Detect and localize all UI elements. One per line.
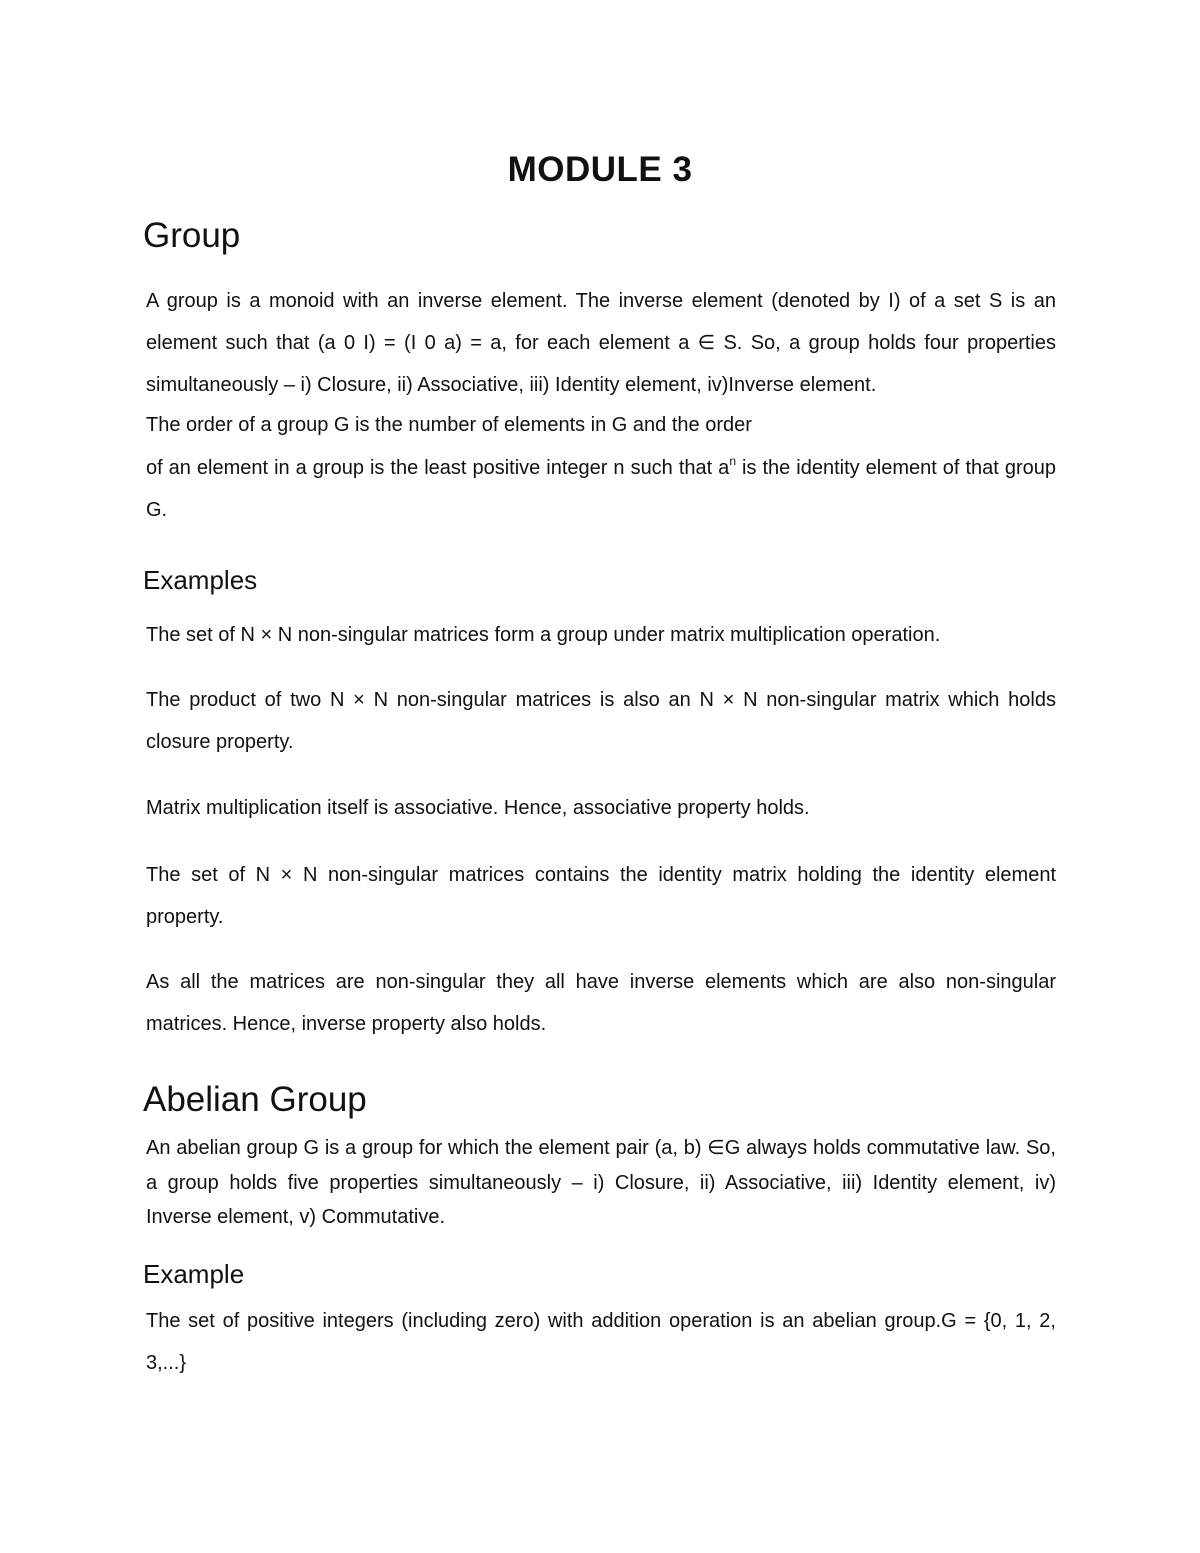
example-paragraph-5: As all the matrices are non-singular they all have inverse elements which are also non-singular matrices. Hence, inverse property also holds. — [146, 971, 1056, 1035]
heading-abelian-group: Abelian Group — [143, 1080, 367, 1119]
subheading-example: Example — [143, 1259, 245, 1289]
group-order-paragraph: The order of a group G is the number of elements in G and the order — [146, 414, 752, 436]
element-order-text-start: of an element in a group is the least positive integer n such that a — [146, 457, 730, 479]
example-paragraph-1: The set of N × N non-singular matrices form a group under matrix multiplication operation. — [146, 624, 941, 646]
subheading-examples: Examples — [143, 565, 258, 595]
document-title: MODULE 3 — [507, 150, 693, 189]
heading-group: Group — [143, 216, 241, 255]
element-order-text-end: is the identity element of that group G. — [146, 457, 1056, 521]
abelian-example-paragraph: The set of positive integers (including zero) with addition operation is an abelian group.G = {0, 1, 2, 3,...} — [146, 1310, 1056, 1374]
exponent-n: n — [729, 454, 736, 468]
example-paragraph-3: Matrix multiplication itself is associative. Hence, associative property holds. — [146, 797, 810, 819]
example-paragraph-2: The product of two N × N non-singular matrices is also an N × N non-singular matrix which holds closure property. — [146, 689, 1056, 753]
element-order-paragraph — [146, 447, 1056, 531]
abelian-definition-paragraph: An abelian group G is a group for which the element pair (a, b) ∈G always holds commutative law. So, a group holds five properties simultaneously – i) Closure, ii) Associative, iii) Identity element, iv) Inverse element, v) Commutative. — [146, 1137, 1056, 1228]
example-paragraph-4: The set of N × N non-singular matrices contains the identity matrix holding the identity element property. — [146, 864, 1056, 928]
group-definition-paragraph: A group is a monoid with an inverse element. The inverse element (denoted by I) of a set S is an element such that (a 0 I) = (I 0 a) = a, for each element a ∈ S. So, a group holds four properties simultaneously – i) Closure, ii) Associative, iii) Identity element, iv)Inverse element. — [146, 290, 1056, 396]
